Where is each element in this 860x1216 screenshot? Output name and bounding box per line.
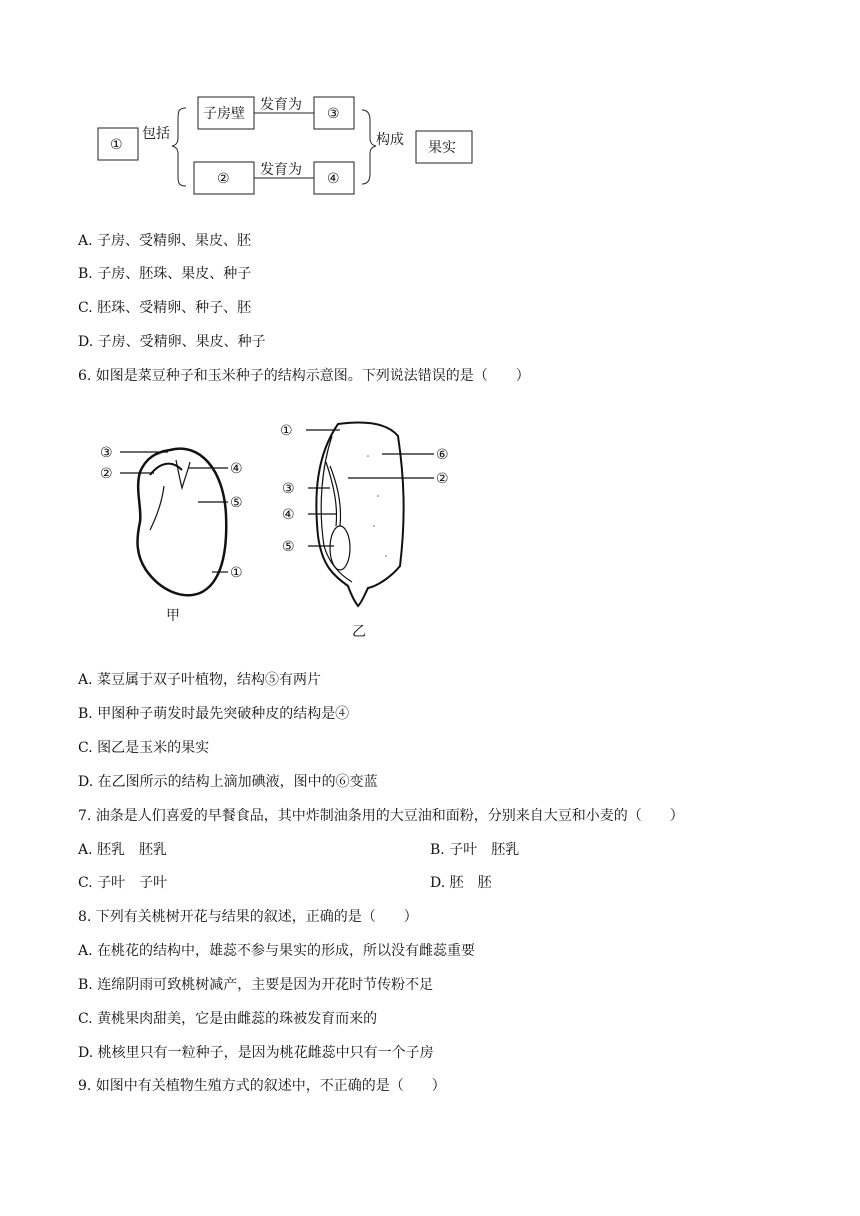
q5-option-b: B. 子房、胚珠、果皮、种子 [78,266,252,282]
q7-option-a: A. 胚乳 胚乳 [78,842,168,858]
q8-option-c: C. 黄桃果肉甜美，它是由雌蕊的珠被发育而来的 [78,1011,378,1027]
q6-stem: 6. 如图是菜豆种子和玉米种子的结构示意图。下列说法错误的是（ ） [78,368,530,384]
q7-option-c: C. 子叶 子叶 [78,875,168,891]
q5-option-d: D. 子房、受精卵、果皮、种子 [78,334,266,350]
q7-stem: 7. 油条是人们喜爱的早餐食品，其中炸制油条用的大豆油和面粉，分别来自大豆和小麦的（ ） [78,808,684,824]
q9-stem: 9. 如图中有关植物生殖方式的叙述中，不正确的是（ ） [78,1078,446,1094]
label-circle4: ④ [327,171,340,187]
bean-label-3: ③ [100,445,113,461]
corn-label-3: ③ [282,481,295,497]
label-circle3: ③ [327,106,340,122]
q8-stem: 8. 下列有关桃树开花与结果的叙述，正确的是（ ） [78,909,418,925]
label-develops-a: 发育为 [260,97,302,113]
corn-seed-figure [278,416,468,646]
corn-caption: 乙 [352,624,366,640]
left-brace [172,108,186,186]
q7-option-b: B. 子叶 胚乳 [430,842,520,858]
q7-option-d: D. 胚 胚 [430,875,492,891]
corn-label-5: ⑤ [282,539,295,555]
bean-label-4: ④ [230,461,243,477]
q6-option-c: C. 图乙是玉米的果实 [78,740,210,756]
fruit-development-diagram [90,90,490,200]
label-circle2: ② [217,171,230,187]
label-fruit: 果实 [428,140,456,156]
q8-option-a: A. 在桃花的结构中，雄蕊不参与果实的形成，所以没有雌蕊重要 [78,943,476,959]
q6-option-a: A. 菜豆属于双子叶植物，结构⑤有两片 [78,672,322,688]
q8-option-d: D. 桃核里只有一粒种子，是因为桃花雌蕊中只有一个子房 [78,1045,434,1061]
corn-label-4: ④ [282,507,295,523]
label-includes: 包括 [142,126,170,142]
label-circle1: ① [110,137,123,153]
bean-label-5: ⑤ [230,495,243,511]
bean-caption: 甲 [166,608,180,624]
q6-option-b: B. 甲图种子萌发时最先突破种皮的结构是④ [78,706,350,722]
label-develops-b: 发育为 [260,162,302,178]
bean-label-1: ① [230,565,243,581]
bean-seed-figure [90,430,270,630]
label-ovary-wall: 子房壁 [203,106,245,122]
bean-seed-coat [138,449,227,596]
q8-option-b: B. 连绵阴雨可致桃树减产，主要是因为开花时节传粉不足 [78,977,434,993]
corn-label-6: ⑥ [436,447,449,463]
corn-label-2: ② [436,471,449,487]
q6-option-d: D. 在乙图所示的结构上滴加碘液，图中的⑥变蓝 [78,774,378,790]
q5-option-a: A. 子房、受精卵、果皮、胚 [78,233,252,249]
right-brace [362,110,376,184]
bean-label-2: ② [100,466,113,482]
q5-option-c: C. 胚珠、受精卵、种子、胚 [78,300,252,316]
label-forms: 构成 [376,132,404,148]
corn-label-1: ① [280,423,293,439]
